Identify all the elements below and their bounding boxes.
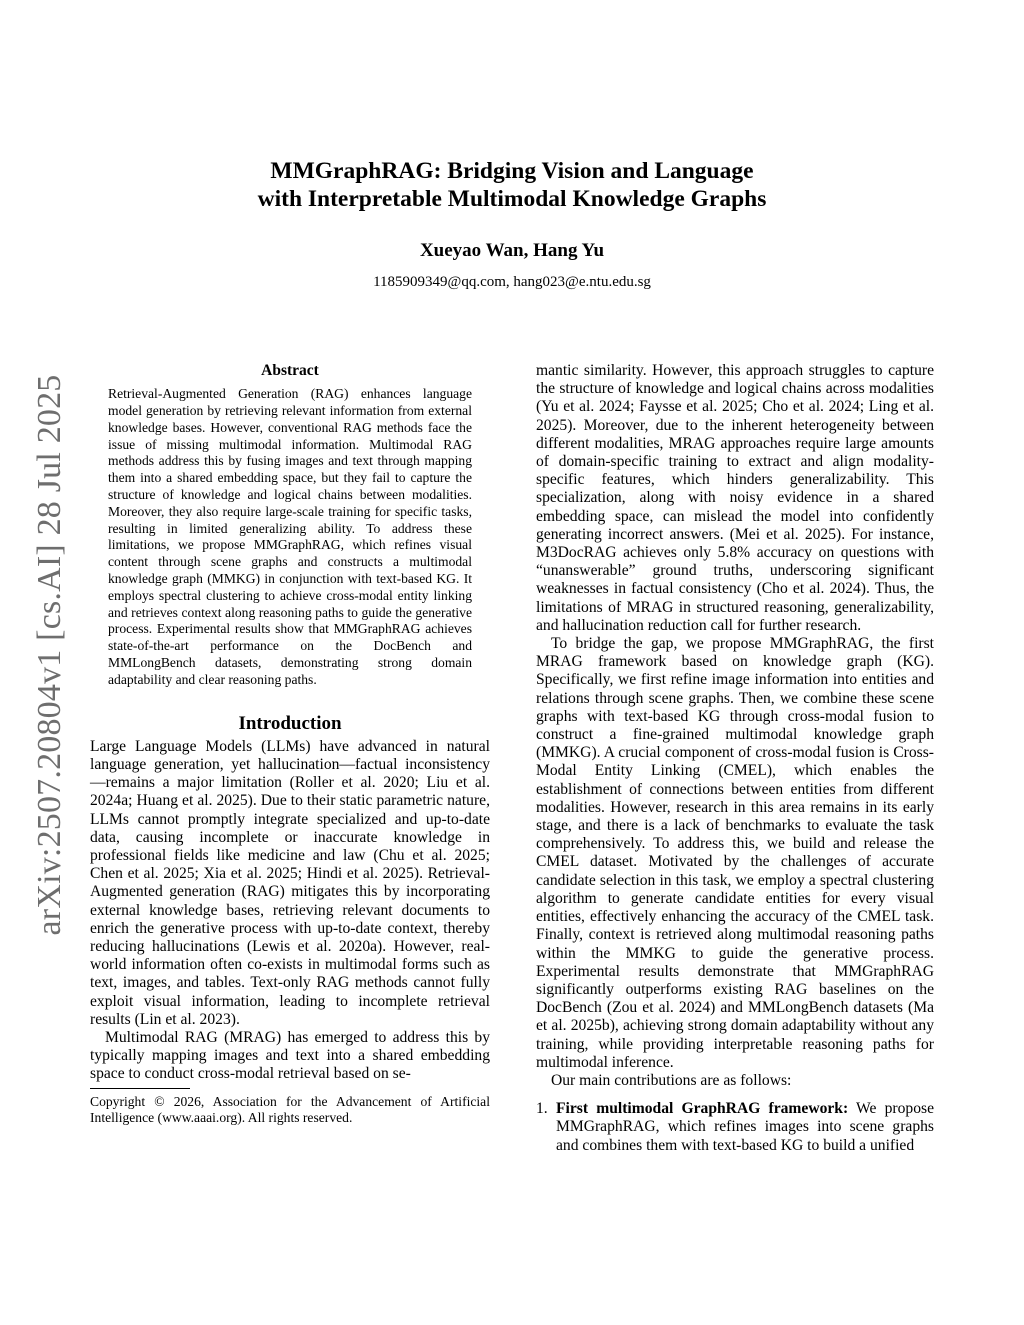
paper-title [0,157,1024,213]
footnote-divider [90,1088,190,1089]
introduction-paragraph-3: To bridge the gap, we propose MMGraphRAG, the first MRAG framework based on knowledge graph (KG). Specifically, we first refine image information into entities and relations through scene graphs. Then, we combine these scene graphs with text-based KG through cross-modal fusion to construct a fine-grained multimodal knowledge graph (MMKG). A crucial component of cross-modal fusion is Cross-Modal Entity Linking (CMEL), which enables the establishment of connections between entities from different modalities. However, research in this area remains in its early stage, and there is a lack of benchmarks to evaluate the task comprehensively. To address this, we build and release the CMEL dataset. Motivated by the challenges of accurate candidate selection in this task, we employ a spectral clustering algorithm to generate candidate entities for every visual entities, effectively enhancing the accuracy of the CMEL task. Finally, context is retrieved along multimodal reasoning paths within the MMKG to guide the generative process. Experimental results demonstrate that MMGraphRAG significantly outperforms existing RAG baselines on the DocBench (Zou et al. 2024) and MMLongBench datasets (Ma et al. 2025b), achieving strong domain adaptability without any training, while providing interpretable reasoning paths for multimodal inference. [536,635,934,1071]
arxiv-identifier-stamp: arXiv:2507.20804v1 [cs.AI] 28 Jul 2025 [31,374,68,936]
paper-header [0,157,1024,291]
abstract-heading: Abstract [261,362,319,379]
contribution-number: 1. [536,1100,548,1118]
left-column [90,362,490,1127]
abstract-text: Retrieval-Augmented Generation (RAG) enhances language model generation by retrieving relevant information from external knowledge bases. However, conventional RAG methods face the issue of missing multimodal information. Multimodal RAG methods address this by fusing images and text through mapping them into a shared embedding space, but they fail to capture the structure of knowledge and logical chains between modalities. Moreover, they also require large-scale training for specific tasks, resulting in limited generalizing ability. To address these limitations, we propose MMGraphRAG, which refines visual content through scene graphs and constructs a multimodal knowledge graph (MMKG) in conjunction with text-based KG. It employs spectral clustering to achieve cross-modal entity linking and retrieves context along reasoning paths to guide the generative process. Experimental results show that MMGraphRAG achieves state-of-the-art performance on the DocBench and MMLongBench datasets, demonstrating strong domain adaptability and clear reasoning paths. [108,386,472,687]
introduction-paragraph-2-continued: mantic similarity. However, this approach struggles to capture the structure of knowledge and logical chains across modalities (Yu et al. 2024; Faysse et al. 2025; Cho et al. 2024; Ling et al. 2025). Moreover, due to the inherent heterogeneity between different modalities, MRAG approaches require large amounts of domain-specific training to extract and align modality-specific features, which hinders generalizability. This specialization, along with noisy evidence in a shared embedding space, can mislead the model into confidently generating incorrect answers. (Mei et al. 2025). For instance, M3DocRAG achieves only 5.8% accuracy on questions with “unanswerable” ground truths, underscoring significant weaknesses in factual consistency (Cho et al. 2024). Thus, the limitations of MRAG in structured reasoning, generalizability, and hallucination reduction call for further research. [536,362,934,634]
right-column [536,362,934,1155]
contribution-text: We propose MMGraphRAG, which refines images into scene graphs and combines them with text-based KG to build a unified [556,1100,934,1154]
copyright-footnote: Copyright © 2026, Association for the Advancement of Artificial Intelligence (www.aaai.org). All rights reserved. [90,1093,490,1126]
introduction-heading: Introduction [238,712,342,734]
contributions-intro: Our main contributions are as follows: [551,1071,792,1089]
contribution-title: First multimodal GraphRAG framework: [556,1100,849,1118]
paper-title-line-2: with Interpretable Multimodal Knowledge Graphs [257,186,767,212]
author-emails: 1185909349@qq.com, hang023@e.ntu.edu.sg [373,274,651,290]
paper-authors: Xueyao Wan, Hang Yu [419,240,605,261]
introduction-paragraph-2-start: Multimodal RAG (MRAG) has emerged to address this by typically mapping images and text into a shared embedding space to conduct cross-modal retrieval based on se- [90,1029,490,1083]
list-item [536,1100,934,1155]
paper-title-line-1: MMGraphRAG: Bridging Vision and Language [270,158,754,184]
introduction-paragraph-1: Large Language Models (LLMs) have advanced in natural language generation, yet hallucination—factual inconsistency—remains a major limitation (Roller et al. 2020; Liu et al. 2024a; Huang et al. 2025). Due to their static parametric nature, LLMs cannot promptly integrate specialized and up-to-date data, causing incomplete or inaccurate knowledge in professional fields like medicine and law (Chu et al. 2025; Chen et al. 2025; Xia et al. 2025; Hindi et al. 2025). Retrieval-Augmented generation (RAG) mitigates this by incorporating external knowledge bases, retrieving relevant documents to enrich the generative process with up-to-date context, thereby reducing hallucinations (Lewis et al. 2020a). However, real-world information often co-exists in multimodal forms such as text, images, and tables. Text-only RAG methods cannot fully exploit visual information, leading to incomplete retrieval results (Lin et al. 2023). [90,737,490,1028]
contributions-list [536,1100,934,1155]
